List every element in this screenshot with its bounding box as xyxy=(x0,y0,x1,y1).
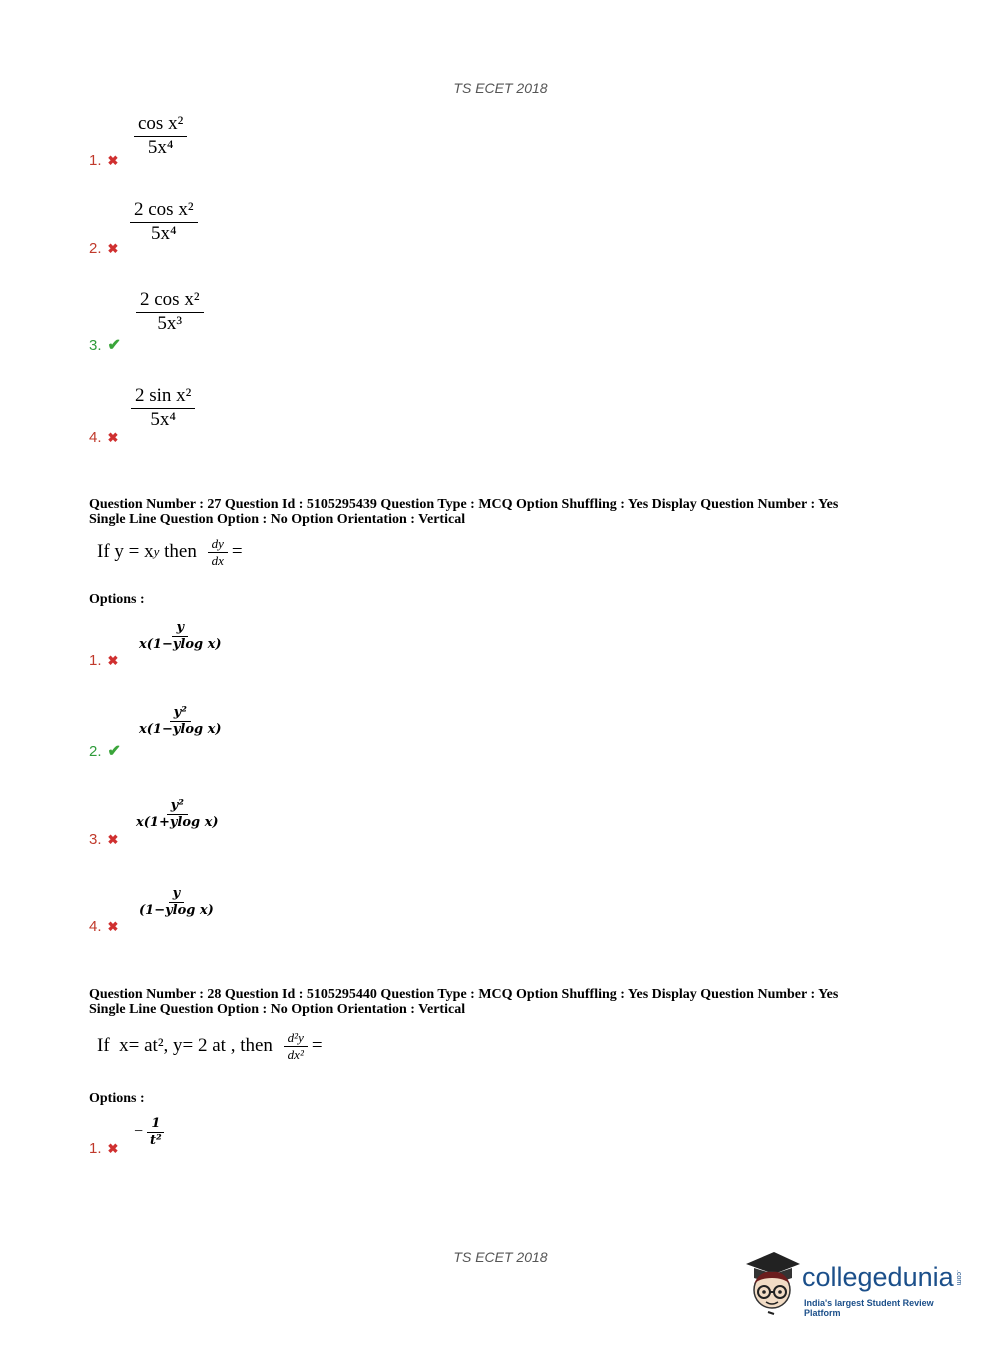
option-number: 4. xyxy=(89,429,102,446)
second-derivative-fraction: $\frac{\text{d²y}}{\text{dx²}}$ xyxy=(284,1030,308,1062)
collegedunia-logo[interactable] xyxy=(740,1248,970,1318)
fraction-numerator: 2 cos x² xyxy=(136,289,204,313)
option-row[interactable] xyxy=(89,831,118,849)
cross-icon: ✖ xyxy=(107,919,119,934)
option-row[interactable] xyxy=(89,1140,118,1158)
logo-name: collegedunia xyxy=(802,1262,954,1292)
option-formula xyxy=(130,199,198,246)
option-row[interactable] xyxy=(89,335,121,355)
fraction-denominator: 5x³ xyxy=(157,312,183,334)
fraction-denominator: 5x⁴ xyxy=(150,408,176,430)
option-formula xyxy=(136,289,204,336)
option-row[interactable] xyxy=(89,741,121,761)
option-number: 2. xyxy=(89,240,102,257)
option-number: 1. xyxy=(89,1140,102,1157)
page-header: TS ECET 2018 xyxy=(453,80,548,96)
option-row[interactable] xyxy=(89,652,118,670)
options-label: Options : xyxy=(89,1091,145,1106)
option-formula: $\frac{\text{y²}}{\text{x(1−ylog x)}}$ xyxy=(139,705,222,737)
derivative-fraction: $\frac{dy}{dx}$ xyxy=(208,536,228,568)
mascot-icon xyxy=(740,1248,802,1318)
question-text: If x= at², y= 2 at , then $\frac{\text{d²y}}{\text{dx²}}$ = xyxy=(97,1030,323,1062)
option-number: 3. xyxy=(89,831,102,848)
question-meta: Question Number : 28 Question Id : 5105295440 Question Type : MCQ Option Shuffling : Yes Display Question Number : Yes Single Line Question Option : No Option Orientation : Vertical xyxy=(89,987,839,1017)
logo-suffix: .com xyxy=(955,1270,962,1286)
option-row[interactable] xyxy=(89,152,118,170)
cross-icon: ✖ xyxy=(107,832,119,847)
option-formula xyxy=(134,113,187,160)
cross-icon: ✖ xyxy=(107,1141,119,1156)
options-label: Options : xyxy=(89,592,145,607)
option-formula: − $\frac{1}{\text{t²}}$ xyxy=(134,1116,166,1148)
logo-tagline: India's largest Student Review Platform xyxy=(804,1298,934,1318)
option-formula: $\frac{y}{\text{x(1−ylog x)}}$ xyxy=(139,620,222,652)
check-icon: ✔ xyxy=(107,337,121,354)
option-number: 3. xyxy=(89,337,102,354)
option-number: 1. xyxy=(89,152,102,169)
cross-icon: ✖ xyxy=(107,153,119,168)
fraction-numerator: 2 sin x² xyxy=(131,385,195,409)
check-icon: ✔ xyxy=(107,743,121,760)
fraction-denominator: 5x⁴ xyxy=(147,136,174,158)
fraction-numerator: 2 cos x² xyxy=(130,199,198,223)
question-meta: Question Number : 27 Question Id : 5105295439 Question Type : MCQ Option Shuffling : Yes Display Question Number : Yes Single Line Question Option : No Option Orientation : Vertical xyxy=(89,497,839,527)
option-formula: $\frac{\text{y²}}{\text{x(1+ylog x)}}$ xyxy=(136,798,219,830)
question-text: If y = x y then $\frac{dy}{dx}$ = xyxy=(97,536,243,568)
option-number: 1. xyxy=(89,652,102,669)
option-formula xyxy=(131,385,195,432)
fraction-numerator: cos x² xyxy=(134,113,187,137)
fraction-denominator: 5x⁴ xyxy=(150,222,177,244)
option-number: 4. xyxy=(89,918,102,935)
option-number: 2. xyxy=(89,743,102,760)
option-row[interactable] xyxy=(89,918,118,936)
option-row[interactable] xyxy=(89,240,118,258)
cross-icon: ✖ xyxy=(107,241,119,256)
option-row[interactable] xyxy=(89,429,118,447)
cross-icon: ✖ xyxy=(107,653,119,668)
page-footer: TS ECET 2018 xyxy=(453,1249,548,1265)
option-formula: $\frac{y}{\text{(1−ylog x)}}$ xyxy=(139,886,214,918)
cross-icon: ✖ xyxy=(107,430,119,445)
